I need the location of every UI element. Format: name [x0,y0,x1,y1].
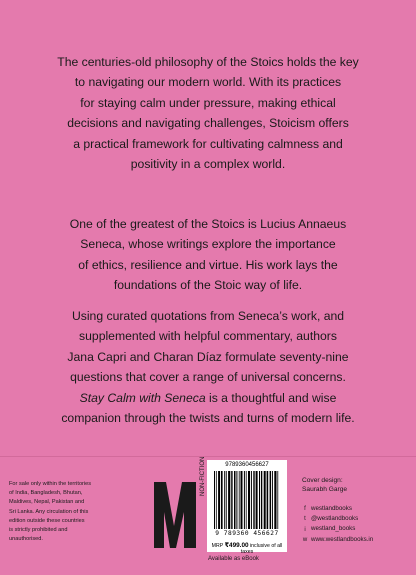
social-website [302,535,373,545]
twitter-icon: t [304,516,306,523]
blurb-line: The centuries-old philosophy of the Stoics holds the key [57,55,359,69]
barcode-panel [207,460,287,555]
territory-line: Sri Lanka. Any circulation of this [9,508,89,515]
blurb-line: to navigating our modern world. With its practices [74,75,342,90]
blurb-line: One of the greatest of the Stoics is Lucius Annaeus [69,217,347,231]
blurb-line: foundations of the Stoic way of life. [113,278,303,293]
territory-line: unauthorised. [9,536,43,543]
social-instagram [302,524,373,534]
blurb-line: a practical framework for cultivating calmness and [73,136,343,151]
territory-line: of India, Bangladesh, Bhutan, [9,490,83,497]
territory-line: For sale only within the territories [9,481,92,487]
territory-line: edition outside these countries [9,517,85,524]
territory-line: Maldives, Nepal, Pakistan and [9,499,85,506]
price-line [207,541,287,555]
tax-note: inclusive of all taxes [240,543,283,555]
blurb-paragraph-2 [18,214,398,296]
blurb-line: questions that cover a range of universal concerns. [70,370,346,385]
cover-designer: Saurabh Garge [302,486,348,493]
territory-notice [9,480,129,544]
globe-icon: w [302,536,308,543]
blurb-line: for staying calm under pressure, making ethical [80,95,336,110]
publisher-logo-icon [152,478,198,552]
blurb-line: Using curated quotations from Seneca’s work, and [71,309,345,323]
territory-line: is strictly prohibited and [9,527,68,534]
social-twitter [302,514,373,524]
mrp-label: MRP [211,543,224,549]
divider [0,456,416,457]
blurb-line: decisions and navigating challenges, Stoicism offers [67,116,349,131]
cover-credit [302,476,347,494]
barcode-icon [213,471,281,529]
social-handle: @westlandbooks [311,515,359,523]
blurb-line: companion through the twists and turns of modern life. [61,411,355,426]
cover-credit-label: Cover design: [302,477,343,484]
blurb-line: supplemented with helpful commentary, authors [79,329,337,344]
publisher-contacts [302,504,373,545]
category-label: NON-FICTION [200,456,206,496]
blurb-line: is a thoughtful and wise [205,390,337,405]
social-handle: westland_books [311,525,356,533]
social-handle: www.westlandbooks.in [311,535,374,543]
isbn-top: 9789360456627 [225,462,269,468]
blurb-line: positivity in a complex world. [130,157,286,172]
book-title: Stay Calm with Seneca [79,390,206,405]
price-value: ₹499.00 [224,542,249,549]
blurb-paragraph-1 [18,52,398,174]
facebook-icon: f [304,506,306,513]
isbn-bottom: 9 789360 456627 [215,530,279,537]
blurb-line: Jana Capri and Charan Díaz formulate seventy-nine [67,349,349,364]
instagram-icon: i [304,526,306,533]
social-facebook [302,504,373,514]
blurb-paragraph-3 [18,306,398,428]
blurb-line: Seneca, whose writings explore the importance [80,237,336,252]
ebook-note: Available as eBook [208,556,259,562]
social-handle: westlandbooks [311,505,352,512]
blurb-line: of ethics, resilience and virtue. His work lays the [78,257,338,272]
